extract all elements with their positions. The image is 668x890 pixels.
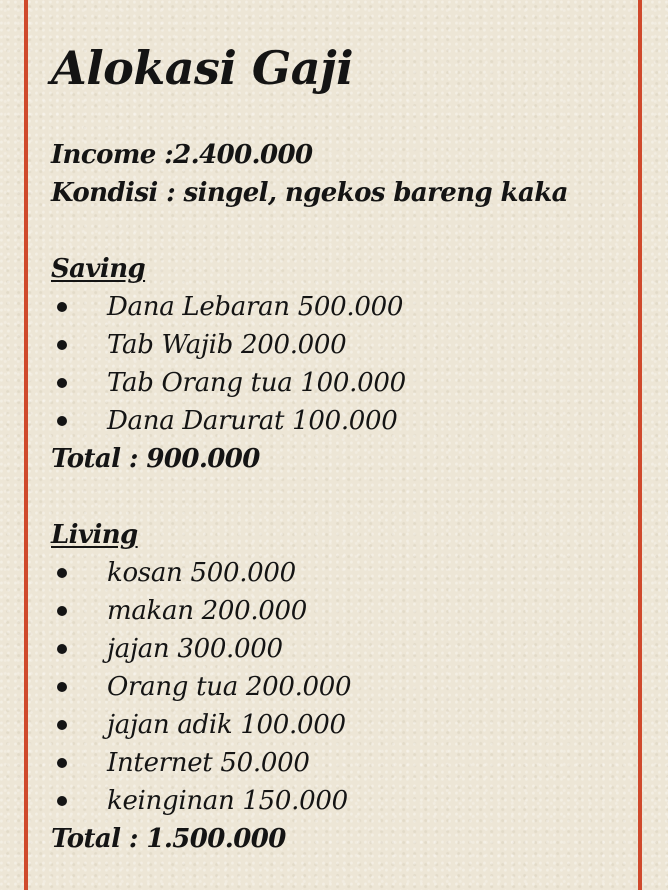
list-item-text: jajan adik 100.000 (107, 710, 346, 740)
list-item-text: makan 200.000 (107, 596, 308, 626)
living-list (51, 554, 631, 820)
income-line: Income :2.400.000 (51, 140, 313, 170)
bullet-icon (57, 568, 67, 578)
living-section (51, 516, 631, 858)
bullet-icon (57, 720, 67, 730)
bullet-icon (57, 644, 67, 654)
list-item-text: Tab Wajib 200.000 (107, 330, 347, 360)
living-total: Total : 1.500.000 (51, 824, 286, 854)
kondisi-line: Kondisi : singel, ngekos bareng kaka (51, 178, 568, 208)
list-item (51, 744, 631, 782)
info-block (51, 136, 631, 212)
bullet-icon (57, 796, 67, 806)
saving-list (51, 288, 631, 440)
list-item-text: Dana Lebaran 500.000 (107, 292, 404, 322)
list-item-text: Tab Orang tua 100.000 (107, 368, 406, 398)
saving-total: Total : 900.000 (51, 444, 260, 474)
bullet-icon (57, 682, 67, 692)
list-item-text: Internet 50.000 (107, 748, 310, 778)
list-item (51, 554, 631, 592)
list-item (51, 592, 631, 630)
list-item (51, 782, 631, 820)
bullet-icon (57, 378, 67, 388)
page-title: Alokasi Gaji (51, 41, 354, 95)
right-border-line (638, 0, 642, 890)
bullet-icon (57, 758, 67, 768)
list-item (51, 364, 631, 402)
list-item-text: keinginan 150.000 (107, 786, 348, 816)
list-item-text: Orang tua 200.000 (107, 672, 352, 702)
list-item-text: Dana Darurat 100.000 (107, 406, 398, 436)
living-heading: Living (51, 520, 138, 550)
bullet-icon (57, 340, 67, 350)
saving-heading: Saving (51, 254, 146, 284)
bullet-icon (57, 606, 67, 616)
left-border-line (24, 0, 28, 890)
bullet-icon (57, 416, 67, 426)
list-item-text: kosan 500.000 (107, 558, 296, 588)
list-item (51, 402, 631, 440)
list-item (51, 326, 631, 364)
bullet-icon (57, 302, 67, 312)
list-item (51, 668, 631, 706)
list-item (51, 288, 631, 326)
list-item (51, 706, 631, 744)
list-item (51, 630, 631, 668)
saving-section (51, 250, 631, 478)
list-item-text: jajan 300.000 (107, 634, 283, 664)
document-body (51, 36, 631, 858)
